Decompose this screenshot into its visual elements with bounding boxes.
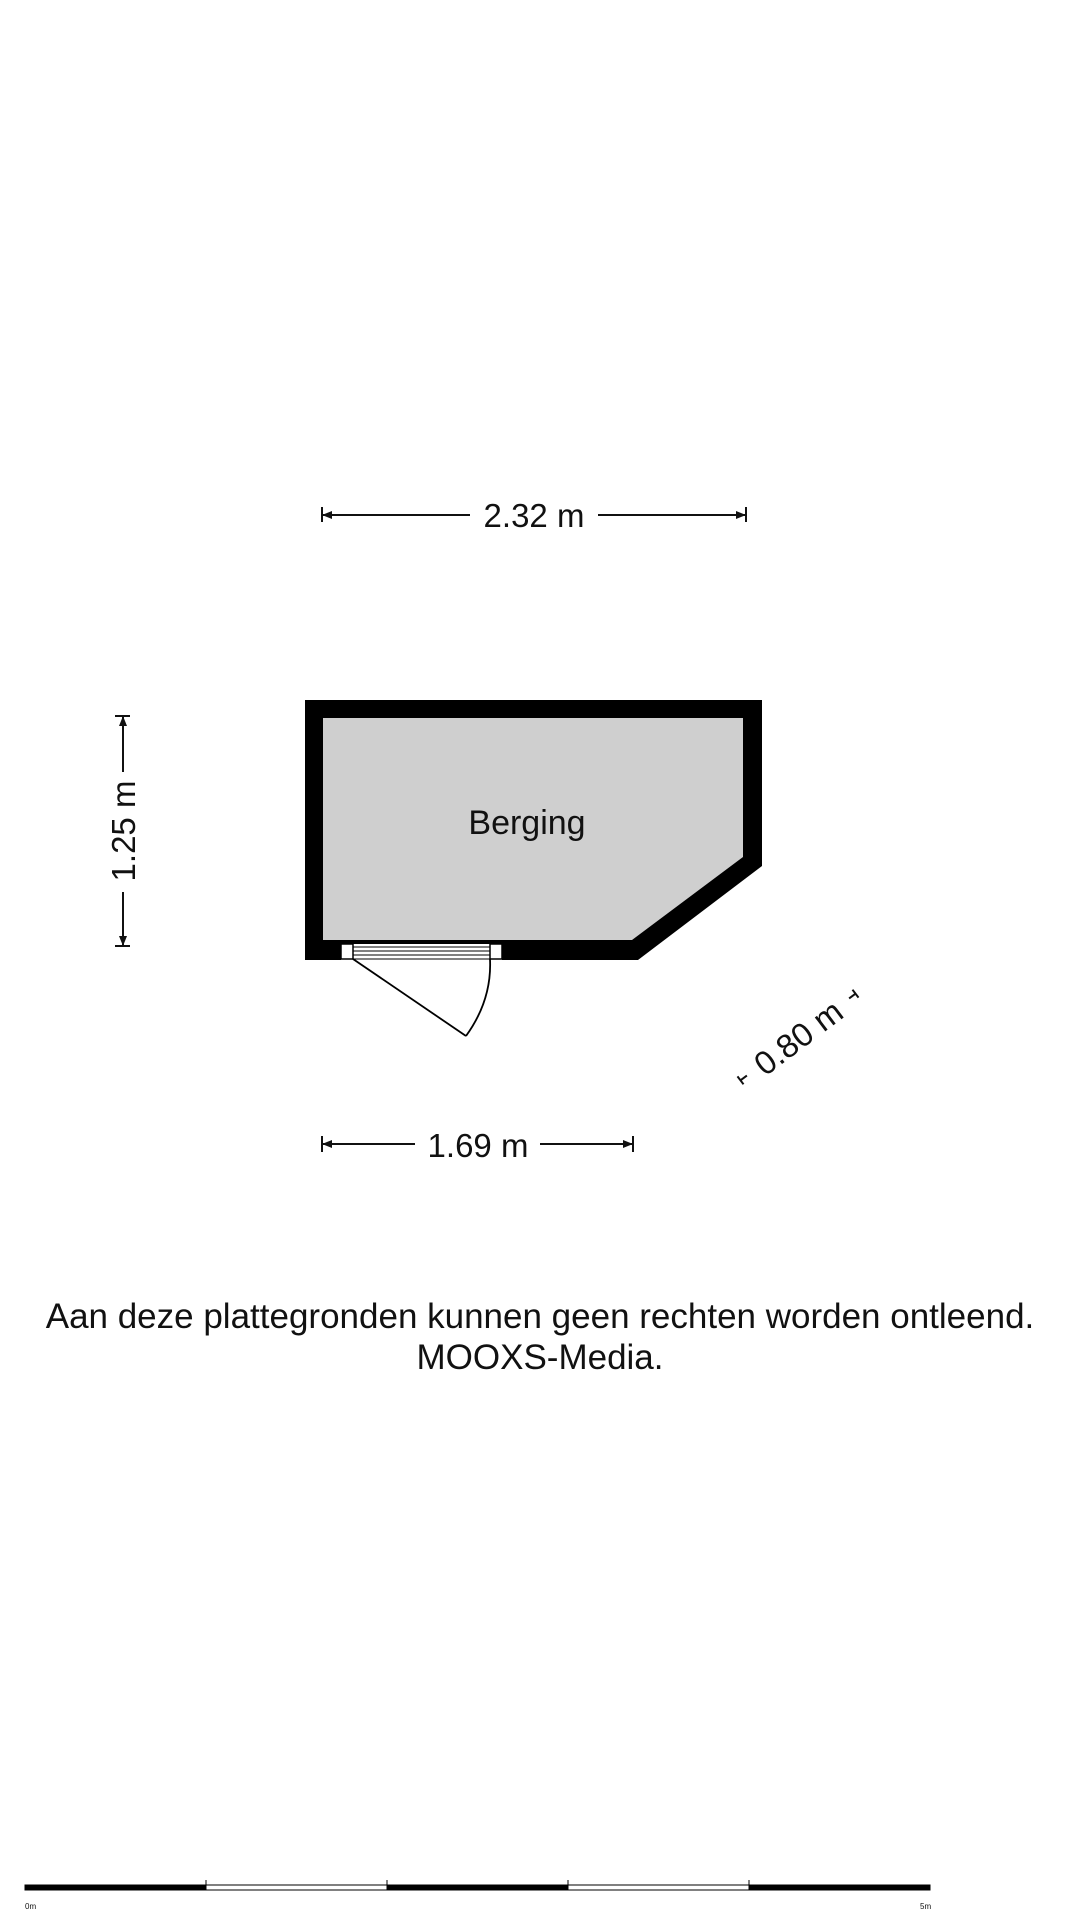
dimension-diagonal-label: 0.80 m [746,992,850,1083]
dimension-left [105,716,142,946]
scale-bar-end-label: 5m [920,1902,932,1911]
dimension-left-label: 1.25 m [105,780,142,882]
dimension-diagonal [730,979,867,1095]
dimension-bottom-label: 1.69 m [427,1127,529,1164]
disclaimer-line-2: MOOXS-Media. [416,1338,664,1377]
disclaimer [0,1296,1080,1378]
dimension-bottom [322,1127,633,1164]
dimension-top [322,497,746,534]
room-label: Berging [468,804,586,842]
scale-bar [25,1880,931,1911]
disclaimer-line-1: Aan deze plattegronden kunnen geen rechten worden ontleend. [45,1297,1035,1336]
door [341,944,502,1036]
dimension-top-label: 2.32 m [483,497,585,534]
scale-bar-start-label: 0m [25,1902,37,1911]
